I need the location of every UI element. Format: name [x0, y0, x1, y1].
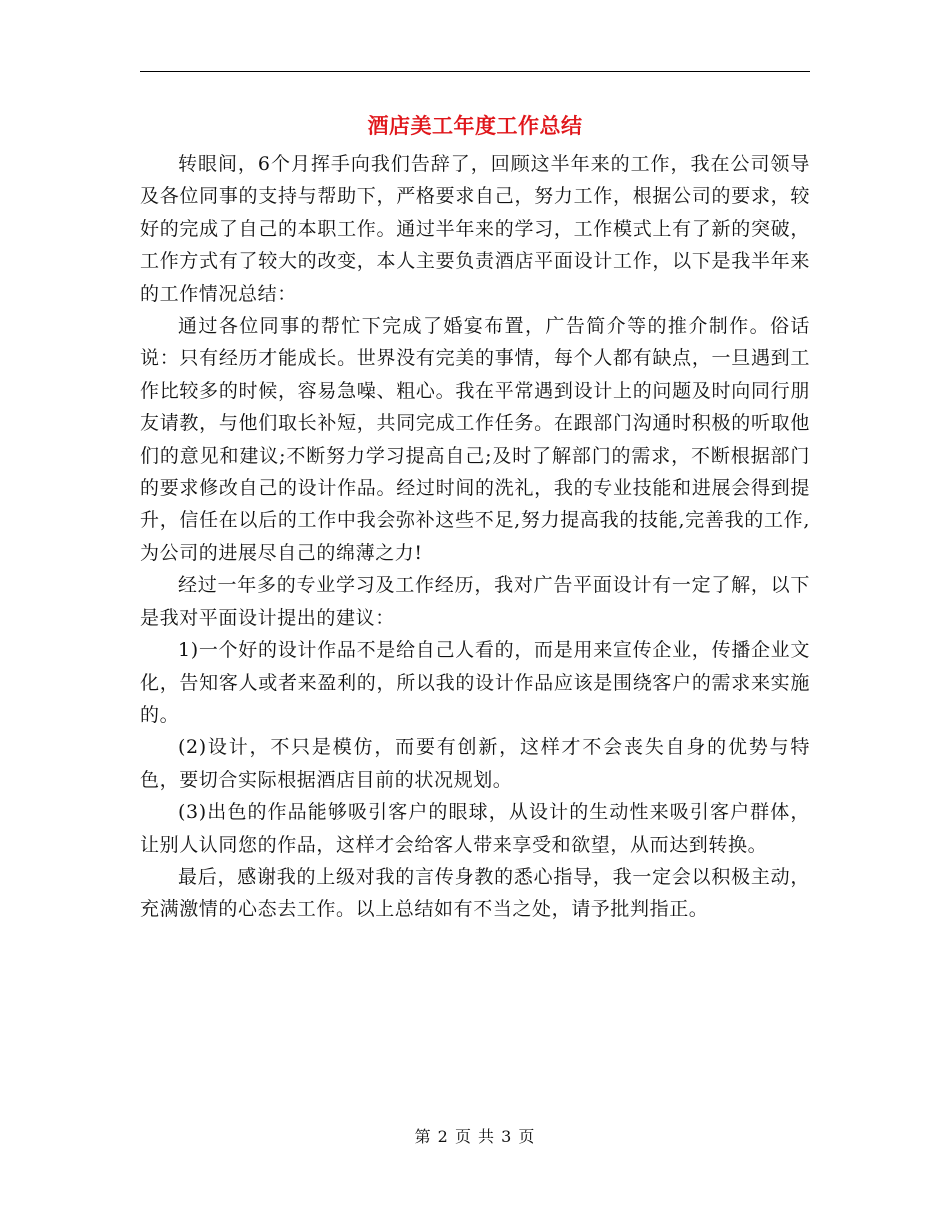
document-body [140, 148, 810, 926]
paragraph-suggestion-3: (3)出色的作品能够吸引客户的眼球，从设计的生动性来吸引客户群体，让别人认同您的作品，这样才会给客人带来享受和欲望，从而达到转换。 [140, 801, 810, 856]
paragraph-closing: 最后，感谢我的上级对我的言传身教的悉心指导，我一定会以积极主动，充满激情的心态去工作。以上总结如有不当之处，请予批判指正。 [140, 865, 810, 921]
paragraph-work-review: 通过各位同事的帮忙下完成了婚宴布置，广告简介等的推介制作。俗话说：只有经历才能成长。世界没有完美的事情，每个人都有缺点，一旦遇到工作比较多的时候，容易急噪、粗心。我在平常遇到设计上的问题及时向同行朋友请教，与他们取长补短，共同完成工作任务。在跟部门沟通时积极的听取他们的意见和建议;不断努力学习提高自己;及时了解部门的需求，不断根据部门的要求修改自己的设计作品。经过时间的洗礼，我的专业技能和进展会得到提升，信任在以后的工作中我会弥补这些不足,努力提高我的技能,完善我的工作,为公司的进展尽自己的绵薄之力! [140, 315, 810, 564]
page-number: 第 2 页 共 3 页 [414, 1127, 536, 1146]
document-title: 酒店美工年度工作总结 [367, 113, 583, 138]
header-rule [140, 71, 810, 72]
paragraph-intro: 转眼间，6个月挥手向我们告辞了，回顾这半年来的工作，我在公司领导及各位同事的支持与帮助下，严格要求自己，努力工作，根据公司的要求，较好的完成了自己的本职工作。通过半年来的学习，工作模式上有了新的突破，工作方式有了较大的改变，本人主要负责酒店平面设计工作，以下是我半年来的工作情况总结： [140, 153, 810, 305]
paragraph-suggestions-intro: 经过一年多的专业学习及工作经历，我对广告平面设计有一定了解，以下是我对平面设计提出的建议： [140, 574, 810, 629]
paragraph-suggestion-2: (2)设计，不只是模仿，而要有创新，这样才不会丧失自身的优势与特色，要切合实际根据酒店目前的状况规划。 [140, 736, 810, 791]
paragraph-suggestion-1: 1)一个好的设计作品不是给自己人看的，而是用来宣传企业，传播企业文化，告知客人或者来盈利的，所以我的设计作品应该是围绕客户的需求来实施的。 [140, 639, 810, 726]
